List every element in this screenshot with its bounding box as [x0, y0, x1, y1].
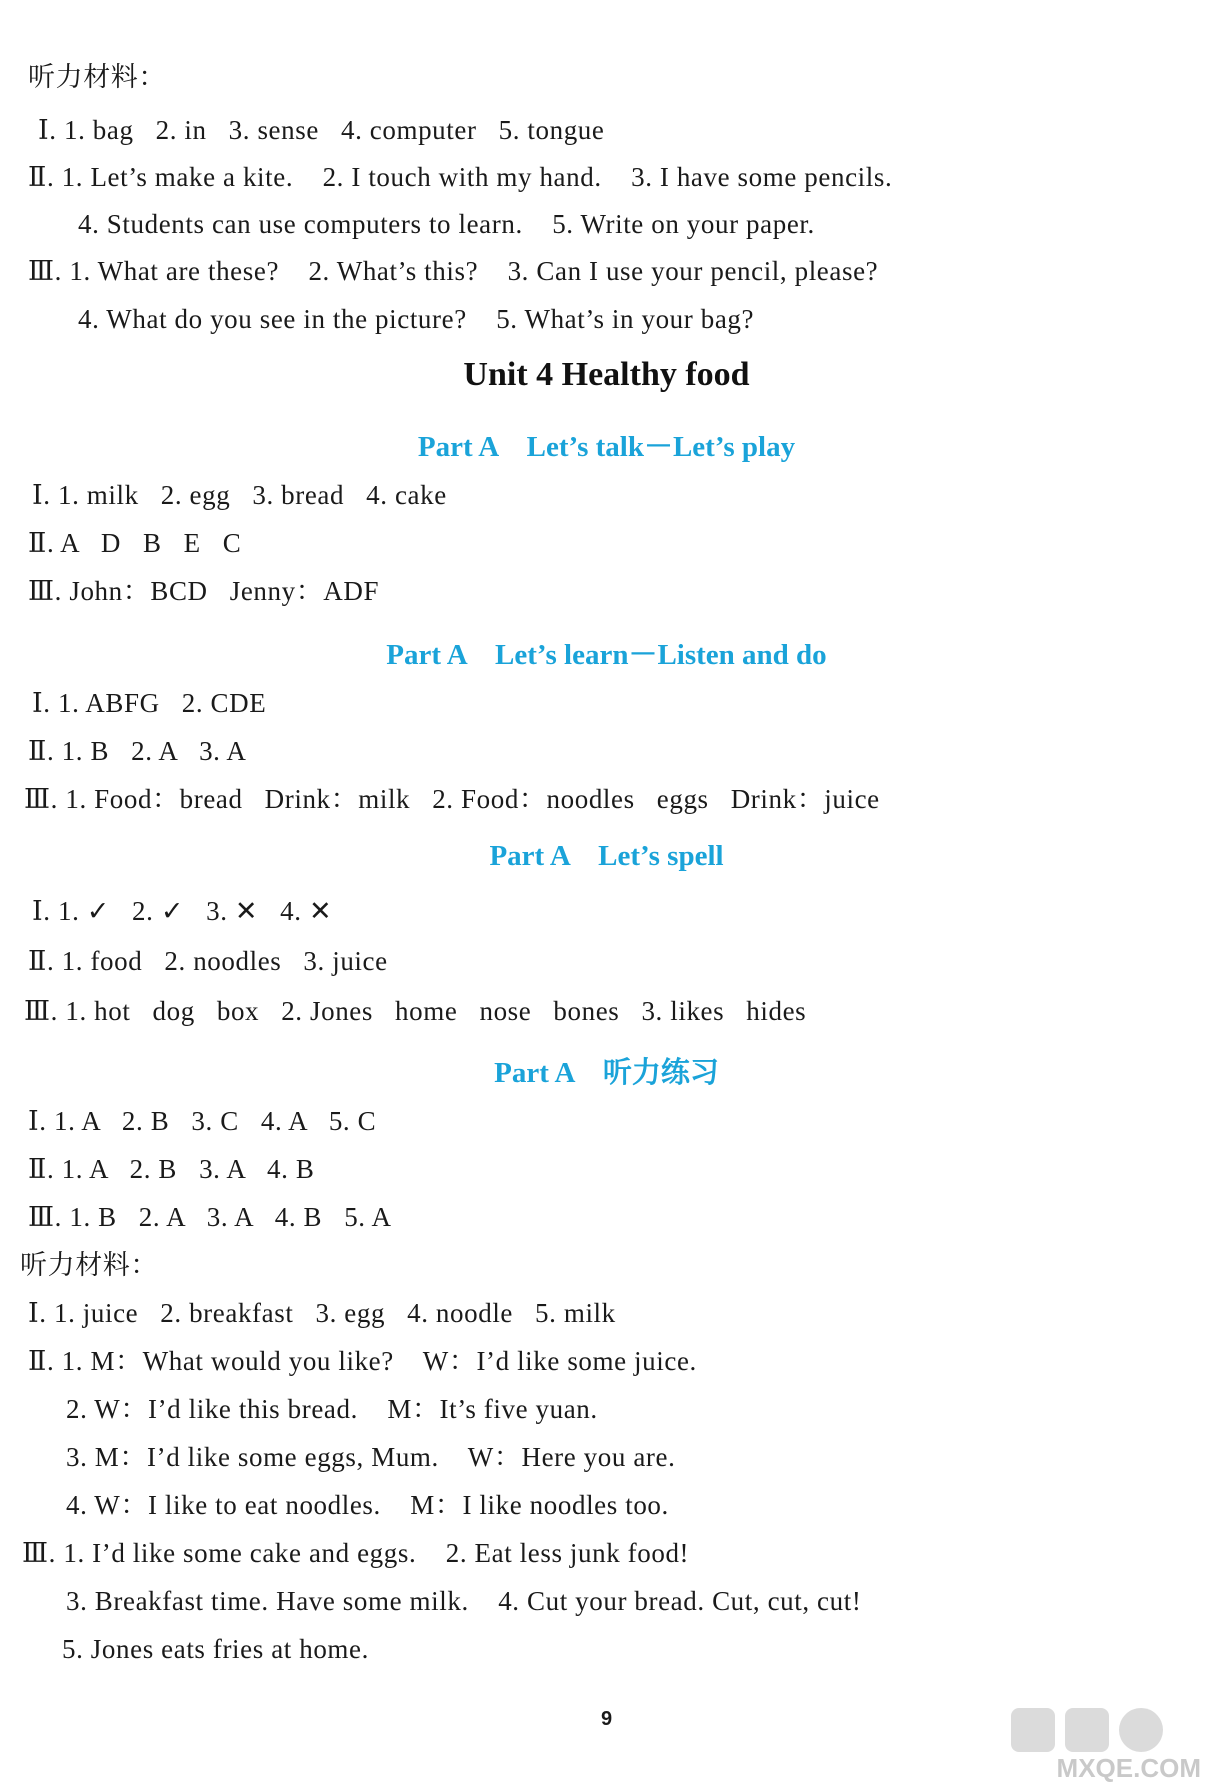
section-title: Part A Let’s spell: [489, 840, 724, 872]
section-title: Part A 听力练习: [494, 1057, 719, 1089]
answer-line: 2. W：I’d like this bread. M：It’s five yuan.: [66, 1394, 598, 1424]
listening-material-heading: 听力材料：: [28, 62, 166, 92]
answer-line: 3. M：I’d like some eggs, Mum. W：Here you are.: [66, 1442, 676, 1472]
page-number: 9: [600, 1708, 613, 1730]
answer-line: Ⅱ. 1. B 2. A 3. A: [28, 736, 247, 766]
answer-line: Ⅰ. 1. ✓ 2. ✓ 3. ✕ 4. ✕: [32, 896, 333, 926]
answer-line: Ⅲ. John：BCD Jenny：ADF: [28, 576, 380, 606]
section-title: Part A Let’s talk－Let’s play: [417, 431, 796, 463]
section-title: Part A Let’s learn－Listen and do: [386, 639, 827, 671]
answer-line: Ⅱ. A D B E C: [28, 528, 242, 558]
answer-line: Ⅱ. 1. Let’s make a kite. 2. I touch with my hand. 3. I have some pencils.: [28, 162, 893, 192]
answer-line: Ⅰ. 1. bag 2. in 3. sense 4. computer 5. tongue: [38, 115, 605, 145]
answer-line: Ⅲ. 1. Food：bread Drink：milk 2. Food：noodles eggs Drink：juice: [24, 784, 880, 814]
answer-line: 4. Students can use computers to learn. 5. Write on your paper.: [78, 209, 815, 239]
answer-line: Ⅱ. 1. A 2. B 3. A 4. B: [28, 1154, 315, 1184]
answer-line: Ⅰ. 1. juice 2. breakfast 3. egg 4. noodle 5. milk: [28, 1298, 616, 1328]
answer-line: Ⅰ. 1. milk 2. egg 3. bread 4. cake: [32, 480, 447, 510]
answer-line: 4. W：I like to eat noodles. M：I like noodles too.: [66, 1490, 669, 1520]
watermark-logo: [1001, 1704, 1201, 1784]
answer-line: Ⅰ. 1. ABFG 2. CDE: [32, 688, 267, 718]
answer-line: Ⅲ. 1. hot dog box 2. Jones home nose bones 3. likes hides: [24, 996, 807, 1026]
answer-line: Ⅱ. 1. M：What would you like? W：I’d like some juice.: [28, 1346, 697, 1376]
answer-line: Ⅲ. 1. What are these? 2. What’s this? 3. Can I use your pencil, please?: [28, 256, 879, 286]
answer-line: Ⅲ. 1. B 2. A 3. A 4. B 5. A: [28, 1202, 392, 1232]
watermark-site: MXQE.COM: [1056, 1753, 1201, 1783]
unit-title: Unit 4 Healthy food: [463, 356, 750, 393]
answer-line: 4. What do you see in the picture? 5. What’s in your bag?: [78, 304, 755, 334]
answer-line: 3. Breakfast time. Have some milk. 4. Cut your bread. Cut, cut, cut!: [66, 1586, 862, 1616]
answer-line: 5. Jones eats fries at home.: [62, 1634, 369, 1664]
answer-line: Ⅰ. 1. A 2. B 3. C 4. A 5. C: [28, 1106, 377, 1136]
listening-material-heading: 听力材料：: [20, 1250, 158, 1280]
answer-line: Ⅱ. 1. food 2. noodles 3. juice: [28, 946, 388, 976]
answer-line: Ⅲ. 1. I’d like some cake and eggs. 2. Eat less junk food!: [22, 1538, 690, 1568]
